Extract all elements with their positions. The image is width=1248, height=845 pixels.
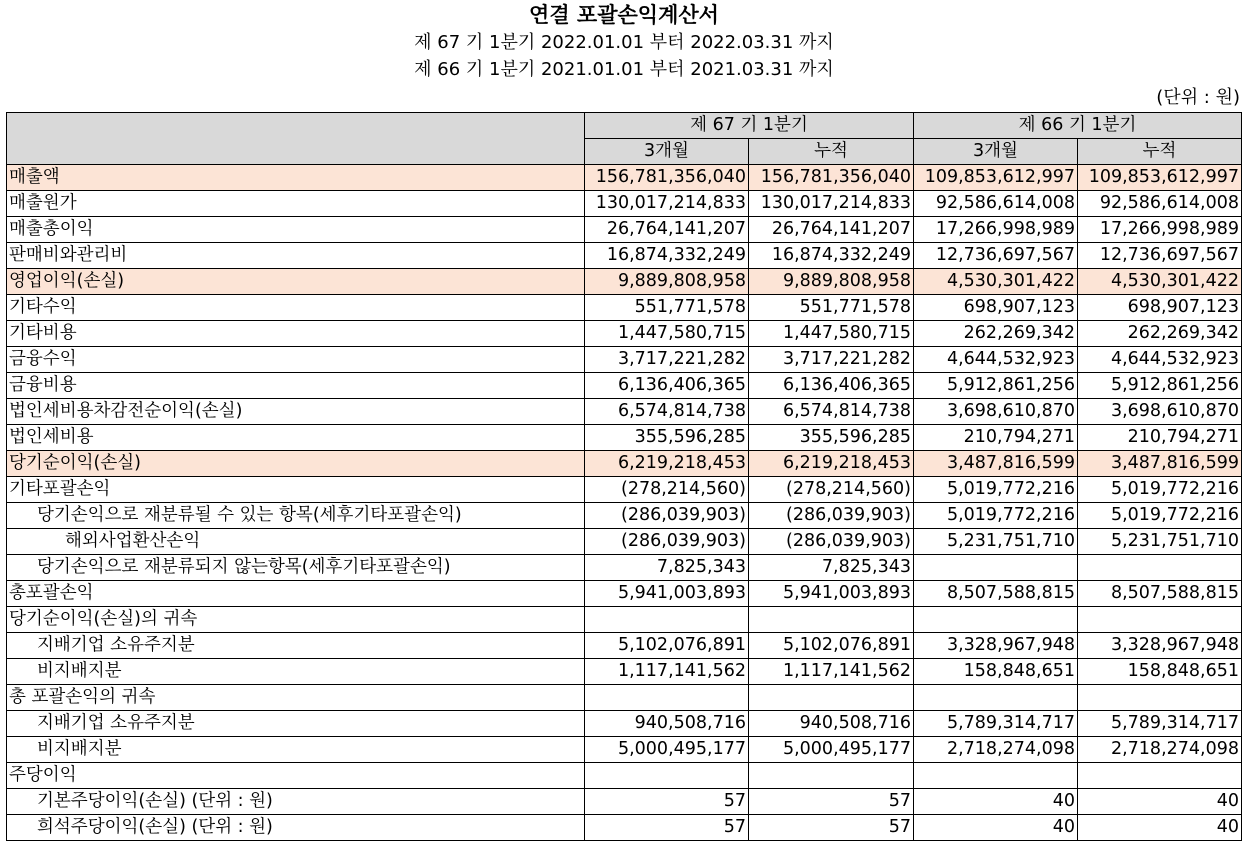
value-prior-3m: 40 [914, 815, 1078, 841]
value-current-3m: 1,447,580,715 [585, 321, 749, 347]
value-prior-cum: 262,269,342 [1078, 321, 1242, 347]
value-current-3m [585, 607, 749, 633]
value-current-cum: 9,889,808,958 [749, 269, 914, 295]
value-prior-cum: 4,644,532,923 [1078, 347, 1242, 373]
header-prior-cum: 누적 [1078, 139, 1242, 165]
row-label: 기타수익 [7, 295, 585, 321]
period-prior: 제 66 기 1분기 2021.01.01 부터 2021.03.31 까지 [414, 59, 834, 80]
row-label: 당기손익으로 재분류될 수 있는 항목(세후기타포괄손익) [7, 503, 585, 529]
value-current-cum: 1,117,141,562 [749, 659, 914, 685]
row-label: 지배기업 소유주지분 [7, 711, 585, 737]
value-current-cum: 1,447,580,715 [749, 321, 914, 347]
value-prior-cum [1078, 555, 1242, 581]
value-prior-3m: 5,019,772,216 [914, 503, 1078, 529]
header-current-3m: 3개월 [585, 139, 749, 165]
table-row [7, 451, 1242, 477]
header-prior-3m: 3개월 [914, 139, 1078, 165]
value-current-3m: 1,117,141,562 [585, 659, 749, 685]
value-prior-3m: 698,907,123 [914, 295, 1078, 321]
value-current-3m: (278,214,560) [585, 477, 749, 503]
value-prior-3m: 5,912,861,256 [914, 373, 1078, 399]
value-current-3m: 6,574,814,738 [585, 399, 749, 425]
table-row [7, 243, 1242, 269]
value-prior-3m: 17,266,998,989 [914, 217, 1078, 243]
value-prior-3m: 8,507,588,815 [914, 581, 1078, 607]
value-prior-3m: 4,530,301,422 [914, 269, 1078, 295]
value-current-cum: 130,017,214,833 [749, 191, 914, 217]
period-current: 제 67 기 1분기 2022.01.01 부터 2022.03.31 까지 [414, 32, 834, 53]
row-label: 총포괄손익 [7, 581, 585, 607]
table-row [7, 295, 1242, 321]
value-current-3m [585, 763, 749, 789]
table-row [7, 763, 1242, 789]
value-prior-cum: 92,586,614,008 [1078, 191, 1242, 217]
value-current-cum: 6,136,406,365 [749, 373, 914, 399]
table-row [7, 555, 1242, 581]
value-current-cum: 940,508,716 [749, 711, 914, 737]
header-prior-period: 제 66 기 1분기 [914, 113, 1242, 139]
value-prior-cum [1078, 763, 1242, 789]
value-current-cum: 3,717,221,282 [749, 347, 914, 373]
value-current-3m: 156,781,356,040 [585, 165, 749, 191]
value-current-3m: 551,771,578 [585, 295, 749, 321]
table-row [7, 529, 1242, 555]
row-label: 금융수익 [7, 347, 585, 373]
value-prior-3m: 262,269,342 [914, 321, 1078, 347]
header-row-periods [7, 113, 1242, 139]
value-prior-3m [914, 763, 1078, 789]
value-current-cum: 57 [749, 789, 914, 815]
value-current-3m: 5,000,495,177 [585, 737, 749, 763]
value-current-cum: 57 [749, 815, 914, 841]
value-current-cum: 5,941,003,893 [749, 581, 914, 607]
value-prior-cum: 698,907,123 [1078, 295, 1242, 321]
table-row [7, 737, 1242, 763]
unit-label: (단위 : 원) [1156, 87, 1240, 108]
value-current-3m: (286,039,903) [585, 503, 749, 529]
value-current-3m [585, 685, 749, 711]
value-current-cum [749, 763, 914, 789]
table-row [7, 321, 1242, 347]
value-current-3m: 7,825,343 [585, 555, 749, 581]
header-current-period: 제 67 기 1분기 [585, 113, 914, 139]
value-prior-cum: 17,266,998,989 [1078, 217, 1242, 243]
row-label: 비지배지분 [7, 659, 585, 685]
row-label: 해외사업환산손익 [7, 529, 585, 555]
row-label: 기타포괄손익 [7, 477, 585, 503]
value-current-3m: 57 [585, 789, 749, 815]
value-current-cum: (286,039,903) [749, 529, 914, 555]
value-prior-3m: 3,328,967,948 [914, 633, 1078, 659]
value-prior-3m [914, 685, 1078, 711]
value-current-cum [749, 685, 914, 711]
row-label: 기본주당이익(손실) (단위 : 원) [7, 789, 585, 815]
value-current-3m: 355,596,285 [585, 425, 749, 451]
value-prior-cum: 3,328,967,948 [1078, 633, 1242, 659]
value-current-cum: (278,214,560) [749, 477, 914, 503]
table-row [7, 815, 1242, 841]
row-label: 영업이익(손실) [7, 269, 585, 295]
row-label: 희석주당이익(손실) (단위 : 원) [7, 815, 585, 841]
value-prior-3m: 4,644,532,923 [914, 347, 1078, 373]
value-prior-cum: 5,019,772,216 [1078, 503, 1242, 529]
value-prior-3m: 12,736,697,567 [914, 243, 1078, 269]
table-row [7, 373, 1242, 399]
header-current-cum: 누적 [749, 139, 914, 165]
value-prior-cum: 109,853,612,997 [1078, 165, 1242, 191]
value-prior-3m: 5,019,772,216 [914, 477, 1078, 503]
table-row [7, 789, 1242, 815]
value-current-3m: 16,874,332,249 [585, 243, 749, 269]
value-current-cum: 6,574,814,738 [749, 399, 914, 425]
value-current-3m: 5,941,003,893 [585, 581, 749, 607]
row-label: 비지배지분 [7, 737, 585, 763]
value-prior-3m: 92,586,614,008 [914, 191, 1078, 217]
value-prior-3m: 3,698,610,870 [914, 399, 1078, 425]
row-label: 매출액 [7, 165, 585, 191]
row-label: 당기순이익(손실) [7, 451, 585, 477]
value-prior-cum: 210,794,271 [1078, 425, 1242, 451]
table-row [7, 581, 1242, 607]
value-prior-cum: 158,848,651 [1078, 659, 1242, 685]
table-row [7, 191, 1242, 217]
row-label: 매출총이익 [7, 217, 585, 243]
value-prior-cum: 3,698,610,870 [1078, 399, 1242, 425]
value-prior-3m [914, 555, 1078, 581]
value-current-3m: 26,764,141,207 [585, 217, 749, 243]
value-current-cum: 16,874,332,249 [749, 243, 914, 269]
value-prior-cum: 5,912,861,256 [1078, 373, 1242, 399]
value-prior-cum: 8,507,588,815 [1078, 581, 1242, 607]
value-current-cum [749, 607, 914, 633]
value-prior-cum: 2,718,274,098 [1078, 737, 1242, 763]
table-row [7, 607, 1242, 633]
table-row [7, 165, 1242, 191]
row-label: 법인세비용 [7, 425, 585, 451]
row-label: 지배기업 소유주지분 [7, 633, 585, 659]
table-row [7, 269, 1242, 295]
value-current-3m: 3,717,221,282 [585, 347, 749, 373]
value-current-cum: 156,781,356,040 [749, 165, 914, 191]
value-prior-3m: 210,794,271 [914, 425, 1078, 451]
row-label: 기타비용 [7, 321, 585, 347]
value-prior-cum: 40 [1078, 815, 1242, 841]
table-row [7, 399, 1242, 425]
value-current-cum: 6,219,218,453 [749, 451, 914, 477]
value-current-3m: 940,508,716 [585, 711, 749, 737]
row-label: 판매비와관리비 [7, 243, 585, 269]
value-current-3m: 6,136,406,365 [585, 373, 749, 399]
value-current-3m: 130,017,214,833 [585, 191, 749, 217]
value-prior-3m [914, 607, 1078, 633]
value-prior-cum: 3,487,816,599 [1078, 451, 1242, 477]
table-row [7, 425, 1242, 451]
row-label: 당기손익으로 재분류되지 않는항목(세후기타포괄손익) [7, 555, 585, 581]
value-current-cum: 26,764,141,207 [749, 217, 914, 243]
value-prior-cum: 40 [1078, 789, 1242, 815]
table-row [7, 347, 1242, 373]
row-label: 매출원가 [7, 191, 585, 217]
value-prior-3m: 40 [914, 789, 1078, 815]
table-row [7, 711, 1242, 737]
value-current-3m: 5,102,076,891 [585, 633, 749, 659]
value-prior-cum: 12,736,697,567 [1078, 243, 1242, 269]
table-row [7, 659, 1242, 685]
value-current-3m: 57 [585, 815, 749, 841]
row-label: 법인세비용차감전순이익(손실) [7, 399, 585, 425]
row-label: 총 포괄손익의 귀속 [7, 685, 585, 711]
value-current-cum: 7,825,343 [749, 555, 914, 581]
income-statement-table [6, 112, 1242, 841]
value-prior-cum: 5,231,751,710 [1078, 529, 1242, 555]
value-current-3m: (286,039,903) [585, 529, 749, 555]
table-row [7, 217, 1242, 243]
row-label: 주당이익 [7, 763, 585, 789]
value-prior-cum: 4,530,301,422 [1078, 269, 1242, 295]
value-current-3m: 9,889,808,958 [585, 269, 749, 295]
value-prior-cum [1078, 607, 1242, 633]
row-label: 당기순이익(손실)의 귀속 [7, 607, 585, 633]
table-row [7, 633, 1242, 659]
value-current-cum: (286,039,903) [749, 503, 914, 529]
statement-title: 연결 포괄손익계산서 [529, 3, 719, 27]
value-prior-3m: 5,231,751,710 [914, 529, 1078, 555]
value-prior-cum [1078, 685, 1242, 711]
table-row [7, 503, 1242, 529]
table-row [7, 685, 1242, 711]
value-prior-3m: 2,718,274,098 [914, 737, 1078, 763]
value-prior-3m: 3,487,816,599 [914, 451, 1078, 477]
statement-body [7, 165, 1242, 841]
value-prior-cum: 5,019,772,216 [1078, 477, 1242, 503]
value-current-cum: 355,596,285 [749, 425, 914, 451]
value-current-cum: 551,771,578 [749, 295, 914, 321]
value-prior-3m: 109,853,612,997 [914, 165, 1078, 191]
row-label: 금융비용 [7, 373, 585, 399]
value-current-cum: 5,000,495,177 [749, 737, 914, 763]
value-current-3m: 6,219,218,453 [585, 451, 749, 477]
value-current-cum: 5,102,076,891 [749, 633, 914, 659]
value-prior-3m: 5,789,314,717 [914, 711, 1078, 737]
value-prior-cum: 5,789,314,717 [1078, 711, 1242, 737]
header-blank-cell [7, 113, 585, 165]
value-prior-3m: 158,848,651 [914, 659, 1078, 685]
table-row [7, 477, 1242, 503]
